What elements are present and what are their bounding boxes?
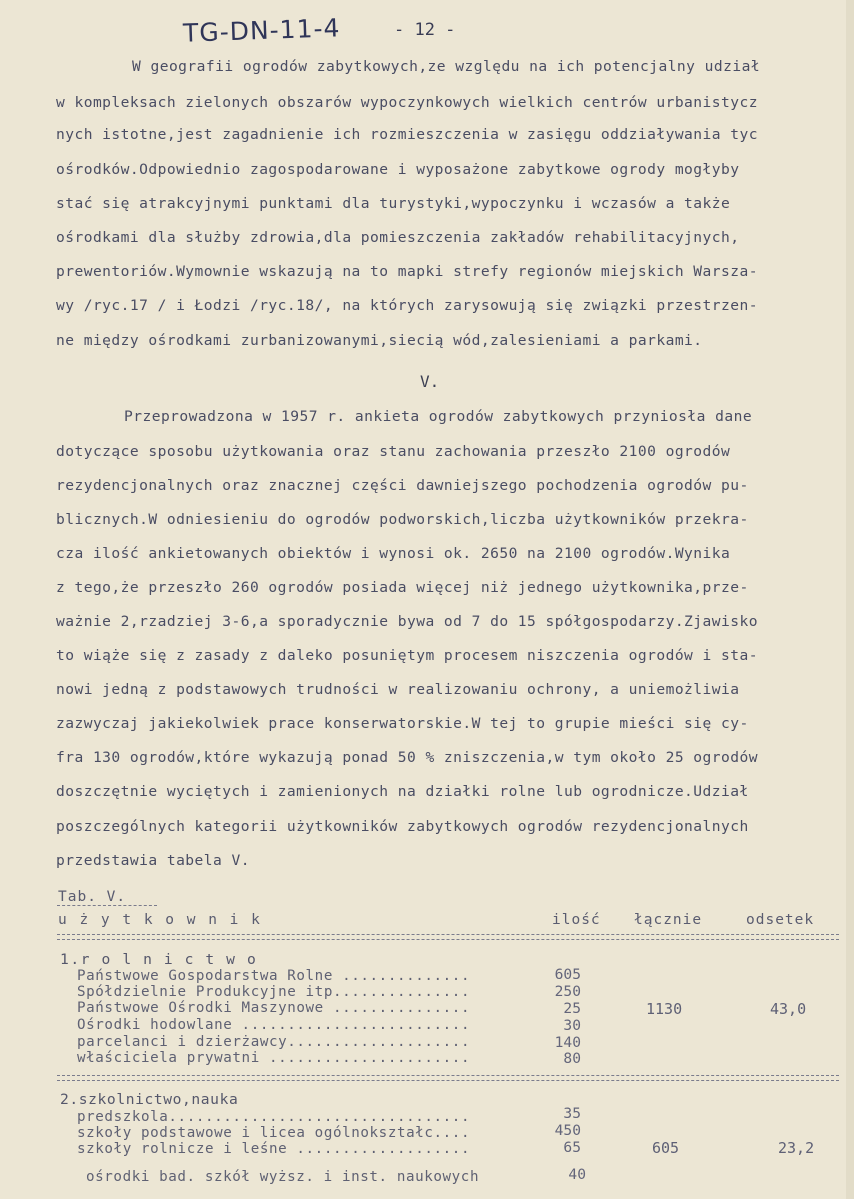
table-cell-count: 65 (563, 1139, 581, 1156)
body-line: ośrodków.Odpowiednio zagospodarowane i wyposażone zabytkowe ogrody mogłyby (56, 161, 740, 178)
body-line: stać się atrakcyjnymi punktami dla turystyki,wypoczynku i wczasów a także (56, 195, 731, 212)
body-line: Przeprowadzona w 1957 r. ankieta ogrodów zabytkowych przyniosła dane (124, 408, 753, 425)
body-line: wy /ryc.17 / i Łodzi /ryc.18/, na których zarysowują się związki przestrzen- (56, 297, 758, 314)
caption-underline (57, 905, 157, 906)
body-line: nych istotne,jest zagadnienie ich rozmieszczenia w zasięgu oddziaływania tyc (56, 126, 758, 143)
table-cell-count: 80 (563, 1050, 581, 1067)
table-cell-count: 605 (554, 966, 581, 983)
table-row-label: predszkola................................. (77, 1109, 471, 1125)
table-caption: Tab. V. (58, 889, 127, 905)
page-edge (846, 0, 854, 1199)
body-line: cza ilość ankietowanych obiektów i wynosi ok. 2650 na 2100 ogrodów.Wynika (56, 545, 731, 562)
body-line: dotyczące sposobu użytkowania oraz stanu zachowania przeszło 2100 ogrodów (56, 443, 731, 460)
table-cell-count: 450 (554, 1122, 581, 1139)
column-header-total: łącznie (634, 912, 703, 928)
table-cell-count: 40 (568, 1166, 586, 1183)
table-row-label: Spółdzielnie Produkcyjne itp............... (77, 984, 471, 1000)
header-rule (57, 934, 839, 935)
body-line: w kompleksach zielonych obszarów wypoczynkowych wielkich centrów urbanistycz (56, 94, 758, 111)
table-cell-count: 250 (554, 983, 581, 1000)
body-line: prewentoriów.Wymownie wskazują na to mapki strefy regionów miejskich Warsza- (56, 263, 758, 280)
group-rule-double (57, 1080, 839, 1081)
body-line: z tego,że przeszło 260 ogrodów posiada więcej niż jednego użytkownika,prze- (56, 579, 749, 596)
table-row-label: Ośrodki hodowlane ......................... (77, 1017, 471, 1033)
table-cell-count: 35 (563, 1105, 581, 1122)
body-line: ważnie 2,rzadziej 3-6,a sporadycznie bywa od 7 do 15 spółgospodarzy.Zjawisko (56, 613, 758, 630)
table-row-label: Państwowe Ośrodki Maszynowe ............... (77, 1000, 471, 1016)
table-row-label: Państwowe Gospodarstwa Rolne .............. (77, 968, 471, 984)
table-cell-percent: 23,2 (778, 1139, 815, 1157)
table-row-label: ośrodki bad. szkół wyższ. i inst. naukowych (86, 1169, 480, 1185)
column-header-percent: odsetek (746, 912, 815, 928)
body-line: rezydencjonalnych oraz znacznej części dawniejszego pochodzenia ogrodów pu- (56, 477, 749, 494)
body-line: doszczętnie wyciętych i zamienionych na działki rolne lub ogrodnicze.Udział (56, 783, 749, 800)
section-heading: V. (420, 372, 440, 391)
table-row-label: parcelanci i dzierżawcy.................... (77, 1034, 471, 1050)
handwritten-reference: TG-DN-11-4 (182, 13, 341, 48)
group-title: 2.szkolnictwo,nauka (60, 1091, 239, 1108)
table-cell-total: 1130 (646, 1000, 683, 1018)
table-cell-count: 30 (563, 1017, 581, 1034)
table-cell-count: 140 (554, 1034, 581, 1051)
body-line: poszczególnych kategorii użytkowników zabytkowych ogrodów rezydencjonalnych (56, 818, 749, 835)
body-line: ośrodkami dla służby zdrowia,dla pomieszczenia zakładów rehabilitacyjnych, (56, 229, 740, 246)
body-line: zazwyczaj jakiekolwiek prace konserwatorskie.W tej to grupie mieści się cy- (56, 715, 749, 732)
body-line: nowi jedną z podstawowych trudności w realizowaniu ochrony, a uniemożliwia (56, 681, 740, 698)
body-line: W geografii ogrodów zabytkowych,ze względu na ich potencjalny udział (132, 58, 761, 75)
body-line: fra 130 ogrodów,które wykazują ponad 50 % zniszczenia,w tym około 25 ogrodów (56, 749, 758, 766)
table-row-label: szkoły rolnicze i leśne ................... (77, 1141, 471, 1157)
table-cell-total: 605 (652, 1139, 680, 1157)
page-number: - 12 - (394, 20, 456, 40)
column-header-count: ilość (552, 912, 601, 928)
table-cell-count: 25 (563, 1000, 581, 1017)
column-header-user: u ż y t k o w n i k (58, 912, 262, 928)
table-row-label: szkoły podstawowe i licea ogólnokształc.... (77, 1125, 471, 1141)
table-row-label: właściciela prywatni ...................... (77, 1050, 471, 1066)
header-rule-double (57, 939, 839, 940)
group-rule (57, 1075, 839, 1076)
body-line: blicznych.W odniesieniu do ogrodów podworskich,liczba użytkowników przekra- (56, 511, 749, 528)
body-line: to wiąże się z zasady z daleko posuniętym procesem niszczenia ogrodów i sta- (56, 647, 758, 664)
group-title: 1.r o l n i c t w o (60, 951, 258, 968)
table-cell-percent: 43,0 (770, 1000, 807, 1018)
body-line: ne między ośrodkami zurbanizowanymi,siecią wód,zalesieniami a parkami. (56, 332, 703, 349)
body-line: przedstawia tabela V. (56, 852, 250, 869)
